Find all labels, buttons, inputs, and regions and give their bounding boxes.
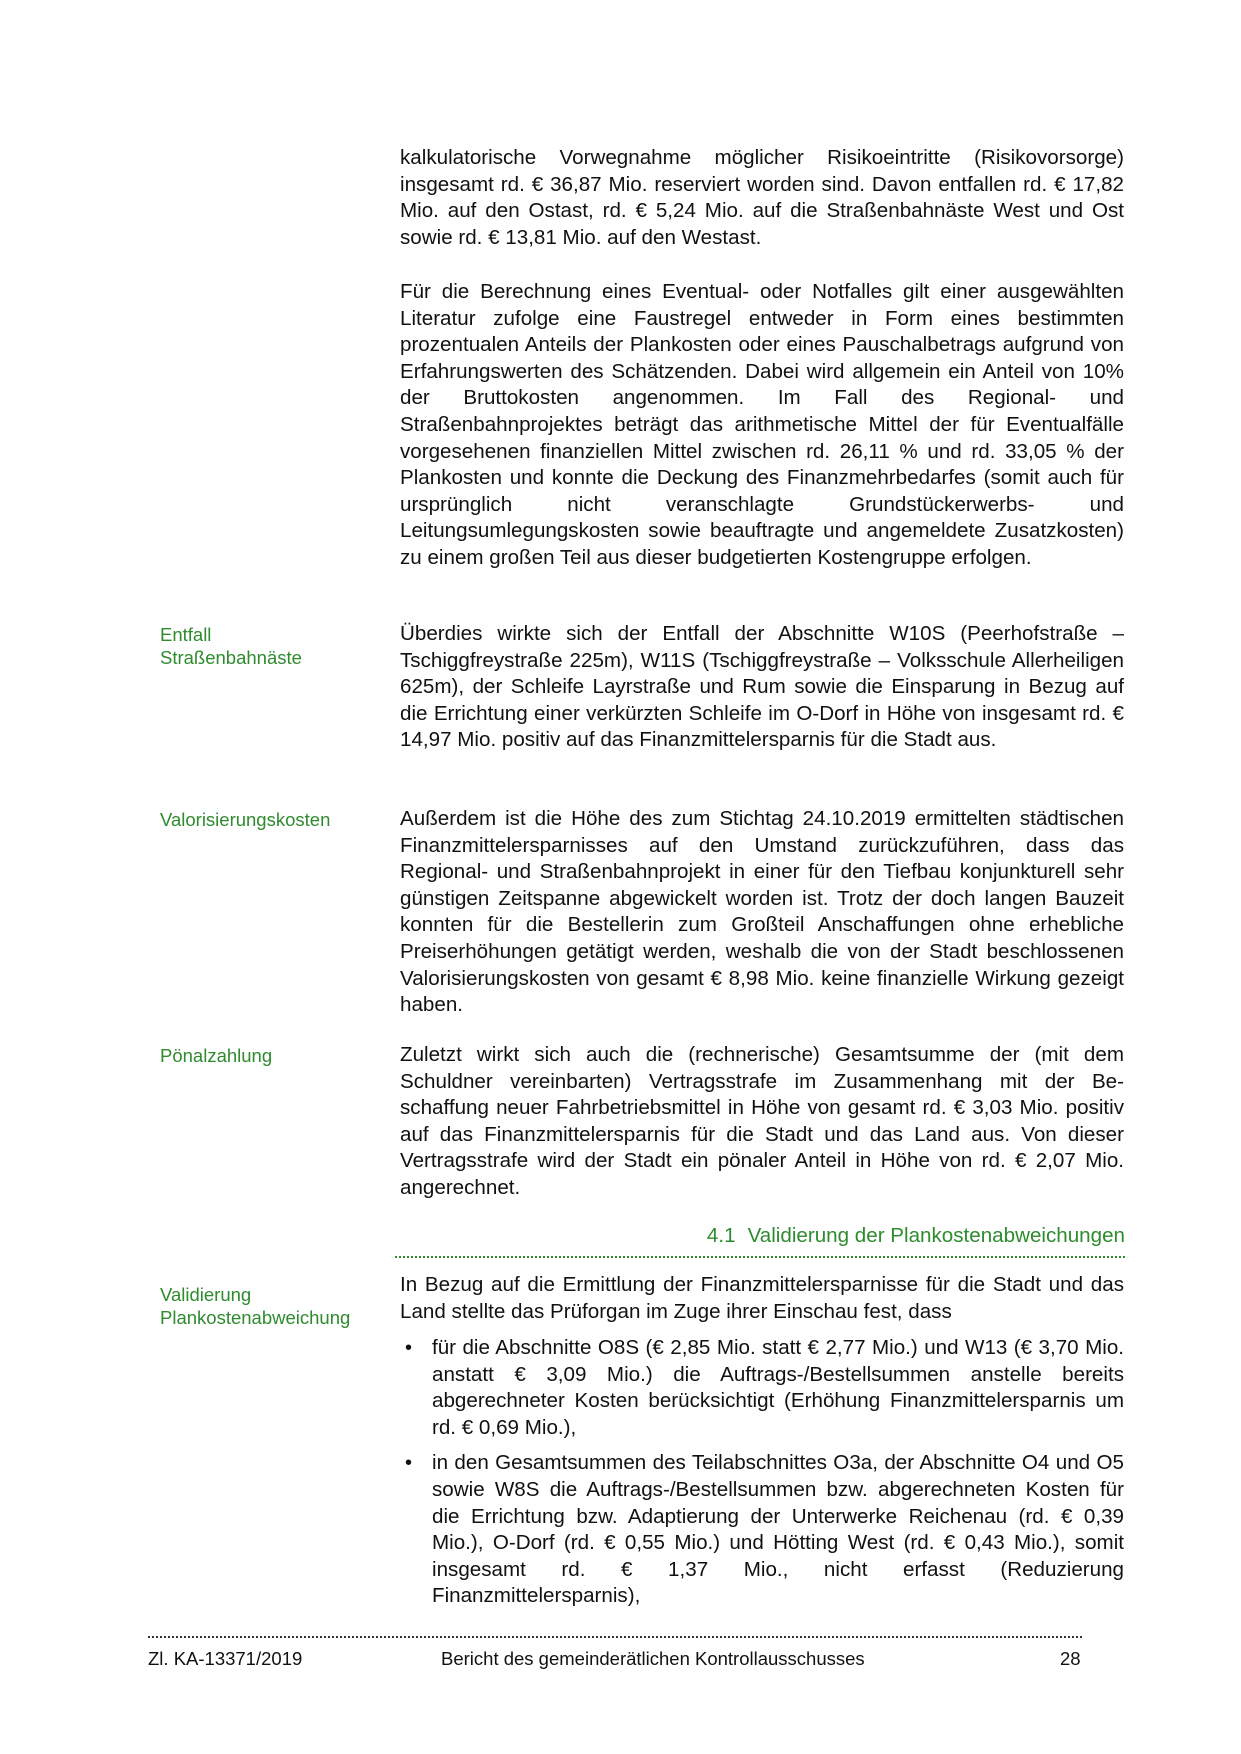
- margin-note-validierung-line2: Plankostenabweichung: [160, 1307, 351, 1328]
- margin-note-entfall: [160, 623, 390, 669]
- paragraph-valorisierung: Außerdem ist die Höhe des zum Stichtag 24.10.2019 ermittelten städtischen Finanzmittelersparnisses auf den Umstand zurückzuführen, dass das Regional- und Straßenbahnprojekt in einer für den Tiefbau konjunkturell sehr günstigen Zeitspanne abgewickelt worden ist. Trotz der doch langen Bauzeit konnten für die Bestellerin zum Großteil Anschaffungen ohne erhebliche Preiserhöhungen getätigt werden, weshalb die von der Stadt beschlossenen Valorisierungskosten von gesamt € 8,98 Mio. keine finanzielle Wirkung gezeigt haben.: [400, 807, 1124, 1017]
- list-item-text: für die Abschnitte O8S (€ 2,85 Mio. statt € 2,77 Mio.) und W13 (€ 3,70 Mio. anstatt € 3,09 Mio.) die Auftrags-/Bestellsummen anstelle bereits abgerechneter Kosten berücksichtigt (Erhöhung Finanzmittelersparnis um rd. € 0,69 Mio.),: [432, 1336, 1124, 1439]
- list-item: [400, 1450, 1124, 1610]
- paragraph-risk-reserve: kalkulatorische Vorwegnahme möglicher Risikoeintritte (Risikovorsorge) insgesamt rd. € 36,87 Mio. reserviert worden sind. Davon entfallen rd. € 17,82 Mio. auf den Ostast, rd. € 5,24 Mio. auf die Straßenbahnäste West und Ost sowie rd. € 13,81 Mio. auf den Westast.: [400, 146, 1124, 249]
- footer-reference: Zl. KA-13371/2019: [148, 1648, 303, 1669]
- section-heading: [395, 1222, 1125, 1258]
- margin-note-validierung: [160, 1283, 390, 1329]
- bullet-icon: •: [405, 1337, 413, 1359]
- paragraph-entfall-abschnitte: Überdies wirkte sich der Entfall der Abschnitte W10S (Peerhofstraße – Tschiggfreystraße 225m), W11S (Tschiggfreystraße – Volksschule Allerheiligen 625m), der Schleife Layrstraße und Rum sowie die Einsparung in Bezug auf die Errichtung einer verkürzten Schleife im O-Dorf in Höhe von insgesamt rd. € 14,97 Mio. positiv auf das Finanzmittelersparnis für die Stadt aus.: [400, 622, 1124, 752]
- list-item-text: in den Gesamtsummen des Teilabschnittes O3a, der Abschnitte O4 und O5 sowie W8S die Auftrags-/Bestellsummen bzw. abgerechneten Kosten für die Errichtung bzw. Adaptierung der Unterwerke Reichenau (rd. € 0,39 Mio.), O-Dorf (rd. € 0,55 Mio.) und Hötting West (rd. € 0,43 Mio.), somit insgesamt rd. € 1,37 Mio., nicht erfasst (Reduzierung Finanzmittelersparnis),: [432, 1451, 1124, 1608]
- margin-note-validierung-line1: Validierung: [160, 1284, 252, 1305]
- paragraph-validierung-intro: In Bezug auf die Ermittlung der Finanzmittelersparnisse für die Stadt und das Land stellte das Prüforgan im Zuge ihrer Einschau fest, dass: [400, 1273, 1124, 1323]
- margin-note-poenal: Pönalzahlung: [160, 1045, 273, 1066]
- section-title: Validierung der Plankostenabweichungen: [747, 1224, 1125, 1247]
- page-number: 28: [1060, 1648, 1081, 1669]
- margin-note-valorisierung: Valorisierungskosten: [160, 809, 331, 830]
- list-item: [400, 1335, 1124, 1441]
- section-number: 4.1: [706, 1224, 736, 1247]
- footer-divider: [148, 1636, 1082, 1638]
- margin-note-entfall-line2: Straßenbahnäste: [160, 647, 302, 668]
- paragraph-poenalzahlung: Zuletzt wirkt sich auch die (rechnerische) Gesamtsumme der (mit dem Schuldner vereinbarten) Vertragsstrafe im Zusammenhang mit der Beschaffung neuer Fahrbetriebsmittel in Höhe von gesamt rd. € 3,03 Mio. positiv auf das Finanzmittelersparnis für die Stadt und das Land aus. Von dieser Vertragsstrafe wird der Stadt ein pönaler Anteil in Höhe von rd. € 2,07 Mio. angerechnet.: [400, 1043, 1124, 1199]
- findings-list: [400, 1335, 1124, 1610]
- margin-note-entfall-line1: Entfall: [160, 624, 212, 645]
- paragraph-contingency-calculation: Für die Berechnung eines Eventual- oder Notfalles gilt einer ausgewählten Literatur zufolge eine Faustregel entweder in Form eines bestimmten prozentualen Anteils der Plankosten oder eines Pauschalbetrags aufgrund von Erfahrungswerten des Schätzenden. Dabei wird allgemein ein Anteil von 10% der Bruttokosten angenommen. Im Fall des Regional- und Straßenbahnprojektes beträgt das arithmetische Mittel der für Eventualfälle vorgesehenen finanziellen Mittel zwischen rd. 26,11 % und rd. 33,05 % der Plankosten und konnte die Deckung des Finanzmehrbedarfes (somit auch für ursprünglich nicht veranschlagte Grundstückerwerbs- und Leitungsumlegungskosten sowie beauftragte und angemeldete Zusatzkosten) zu einem großen Teil aus dieser budgetierten Kostengruppe erfolgen.: [400, 280, 1124, 569]
- footer-title: Bericht des gemeinderätlichen Kontrollausschusses: [441, 1648, 865, 1669]
- bullet-icon: •: [405, 1452, 413, 1475]
